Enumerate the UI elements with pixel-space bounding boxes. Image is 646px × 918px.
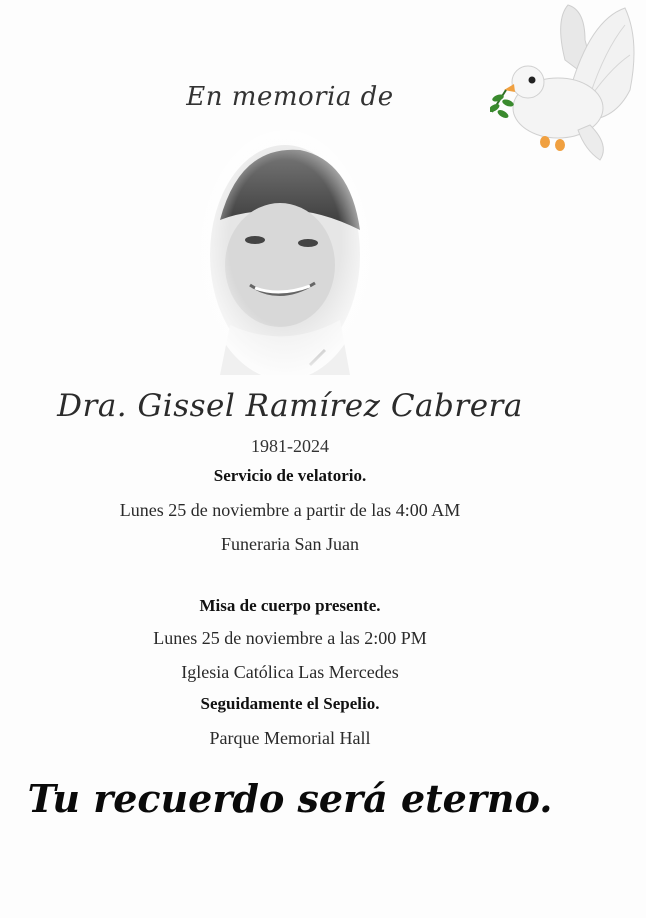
portrait-photo	[200, 125, 370, 375]
mass-location: Iglesia Católica Las Mercedes	[181, 662, 399, 682]
dove-with-olive-branch-icon	[490, 0, 640, 165]
burial-title: Seguidamente el Sepelio.	[200, 694, 380, 713]
burial-location: Parque Memorial Hall	[209, 728, 371, 748]
mass-date: Lunes 25 de noviembre a las 2:00 PM	[153, 628, 427, 648]
heading: En memoria de	[186, 82, 394, 112]
mass-title: Misa de cuerpo presente.	[199, 596, 381, 615]
wake-service-title: Servicio de velatorio.	[213, 466, 367, 485]
wake-service-date: Lunes 25 de noviembre a partir de las 4:00 AM	[119, 500, 461, 520]
deceased-name: Dra. Gissel Ramírez Cabrera	[57, 388, 523, 424]
life-years: 1981-2024	[251, 436, 329, 456]
wake-service-location: Funeraria San Juan	[221, 534, 359, 554]
closing-message: Tu recuerdo será eterno.	[27, 776, 553, 821]
